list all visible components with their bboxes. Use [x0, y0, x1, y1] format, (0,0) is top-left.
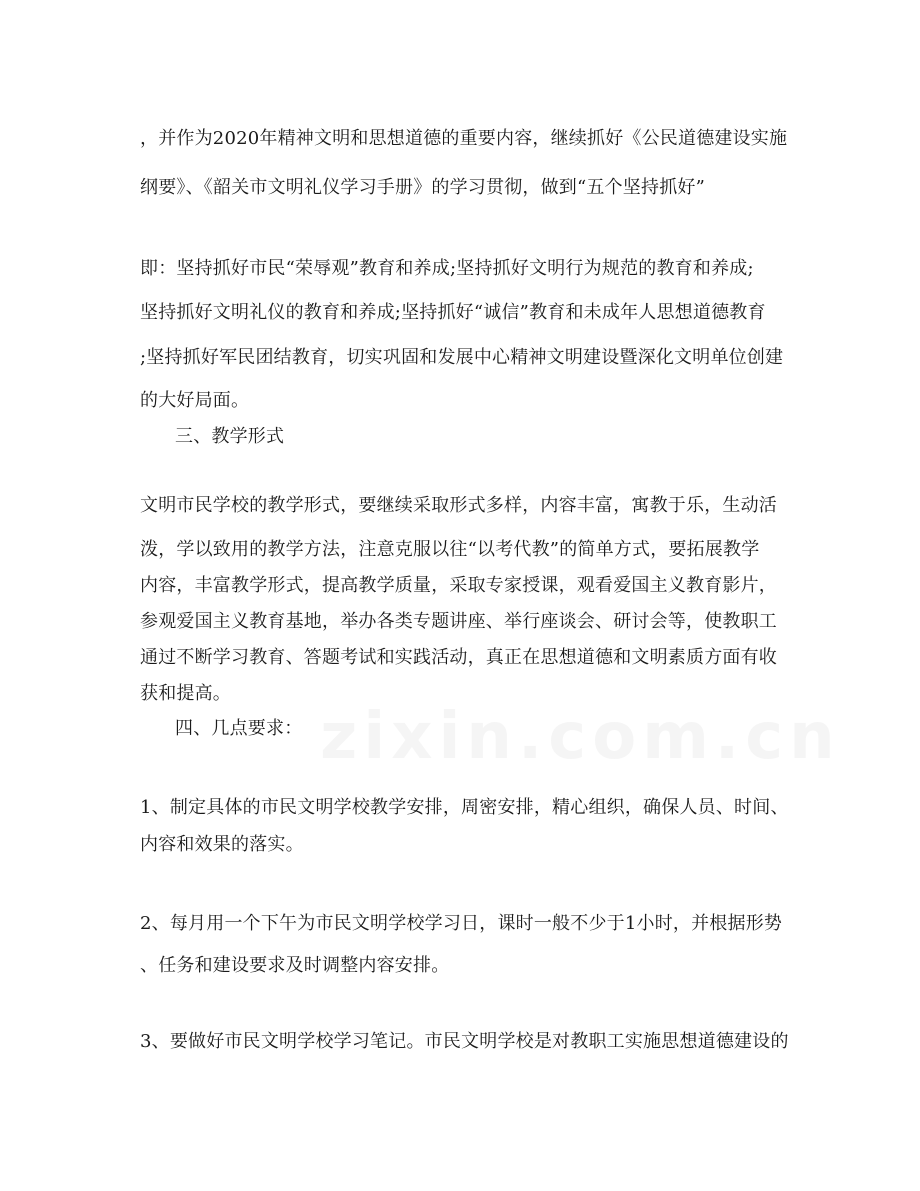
body-text-line: ;坚持抓好军民团结教育，切实巩固和发展中心精神文明建设暨深化文明单位创建	[140, 347, 784, 368]
body-text-line: 内容和效果的落实。	[140, 834, 304, 855]
section-heading: 四、几点要求：	[175, 718, 303, 739]
body-text-line: 、任务和建设要求及时调整内容安排。	[140, 955, 450, 976]
body-text-line: 即：坚持抓好市民“荣辱观”教育和养成;坚持抓好文明行为规范的教育和养成;	[140, 258, 754, 279]
body-text-line: 泼，学以致用的教学方法，注意克服以往“以考代教”的简单方式，要拓展教学	[140, 539, 760, 560]
body-text-line: 坚持抓好文明礼仪的教育和养成;坚持抓好“诚信”教育和未成年人思想道德教育	[140, 302, 766, 323]
body-text-line: 获和提高。	[140, 683, 231, 704]
section-heading: 三、教学形式	[175, 426, 285, 447]
body-text-line: 的大好局面。	[140, 390, 250, 411]
body-text-line: 1、制定具体的市民文明学校教学安排，周密安排，精心组织，确保人员、时间、	[140, 797, 789, 818]
body-text-line: 2、每月用一个下午为市民文明学校学习日，课时一般不少于1小时，并根据形势	[140, 913, 783, 934]
body-text-line: 纲要》、《韶关市文明礼仪学习手册》的学习贯彻，做到“五个坚持抓好”	[140, 177, 706, 198]
body-text-line: 3、要做好市民文明学校学习笔记。市民文明学校是对教职工实施思想道德建设的	[140, 1031, 789, 1052]
body-text-line: 参观爱国主义教育基地，举办各类专题讲座、举行座谈会、研讨会等，使教职工	[140, 611, 777, 632]
body-text-line: 内容，丰富教学形式，提高教学质量，采取专家授课，观看爱国主义教育影片，	[140, 575, 777, 596]
body-text-line: 文明市民学校的教学形式，要继续采取形式多样，内容丰富，寓教于乐，生动活	[140, 495, 777, 516]
body-text-line: ，并作为2020年精神文明和思想道德的重要内容，继续抓好《公民道德建设实施	[140, 128, 788, 149]
body-text-line: 通过不断学习教育、答题考试和实践活动，真正在思想道德和文明素质方面有收	[140, 647, 777, 668]
watermark: zixin.com.cn	[320, 700, 841, 774]
